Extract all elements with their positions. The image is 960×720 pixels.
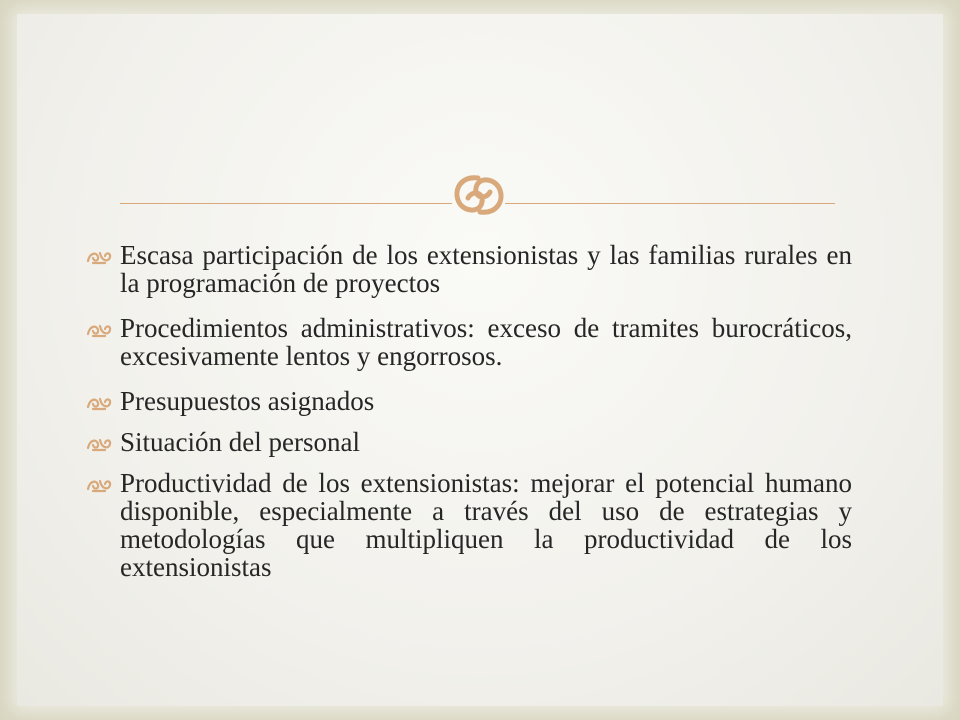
list-item: [84, 469, 852, 581]
scroll-bullet-icon: [84, 395, 114, 411]
bullet-text: Escasa participación de los extensionistas y las familias rurales en la programación de proyectos: [120, 240, 852, 298]
list-item: [84, 314, 852, 370]
list-item: [84, 241, 852, 297]
bullet-text: Procedimientos administrativos: exceso de tramites burocráticos, excesivamente lentos y engorrosos.: [120, 313, 852, 371]
bullet-text: Presupuestos asignados: [120, 386, 375, 416]
bullet-list: [84, 241, 852, 598]
bullet-text: Productividad de los extensionistas: mejorar el potencial humano disponible, especialmente a través del uso de estrategias y metodologías que multipliquen la productividad de los extensionistas: [120, 468, 852, 582]
bullet-text: Situación del personal: [120, 427, 360, 457]
title-divider-left: [120, 203, 452, 204]
scroll-bullet-icon: [84, 436, 114, 452]
list-item: [84, 387, 852, 415]
scroll-ornament-icon: [448, 170, 510, 220]
list-item: [84, 428, 852, 456]
scroll-bullet-icon: [84, 322, 114, 338]
title-divider-right: [505, 203, 835, 204]
scroll-bullet-icon: [84, 249, 114, 265]
scroll-bullet-icon: [84, 477, 114, 493]
